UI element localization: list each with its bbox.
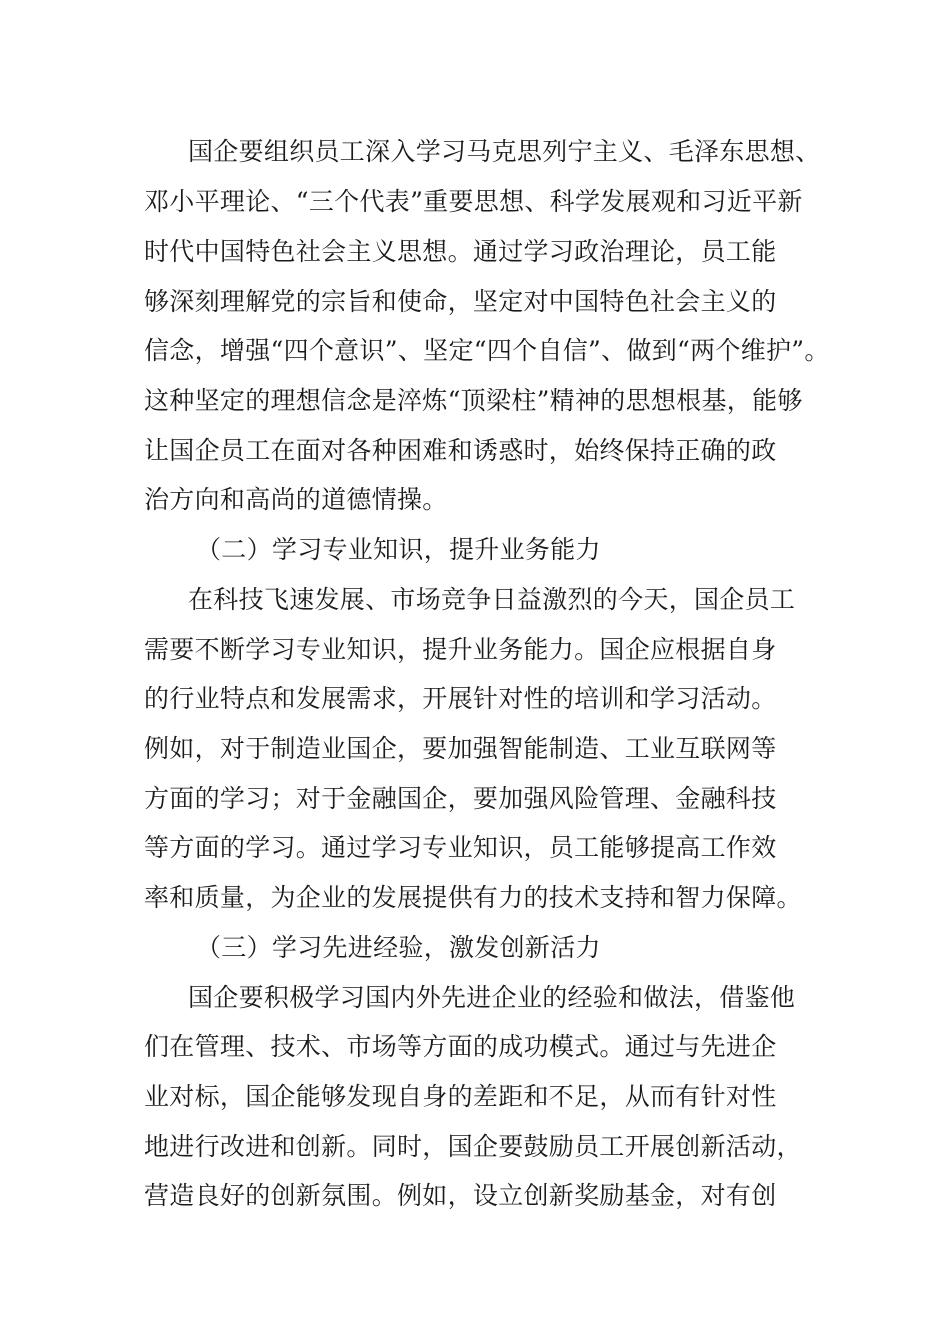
paragraph-line: 让国企员工在面对各种困难和诱惑时，始终保持正确的政 — [144, 436, 777, 465]
paragraph-line: 率和质量，为企业的发展提供有力的技术支持和智力保障。 — [144, 883, 802, 912]
paragraph-line: 邓小平理论、“三个代表”重要思想、科学发展观和习近平新 — [144, 187, 803, 216]
paragraph-line: 在科技飞速发展、市场竞争日益激烈的今天，国企员工 — [188, 585, 796, 614]
section-heading: （二）学习专业知识，提升业务能力 — [196, 535, 601, 564]
paragraph-line: 地进行改进和创新。同时，国企要鼓励员工开展创新活动， — [144, 1132, 802, 1161]
paragraph-line: 国企要组织员工深入学习马克思列宁主义、毛泽东思想、 — [188, 137, 821, 166]
paragraph-line: 的行业特点和发展需求，开展针对性的培训和学习活动。 — [144, 684, 777, 713]
paragraph-line: 国企要积极学习国内外先进企业的经验和做法，借鉴他 — [188, 983, 796, 1012]
section-heading: （三）学习先进经验，激发创新活力 — [196, 933, 601, 962]
paragraph-line: 等方面的学习。通过学习专业知识，员工能够提高工作效 — [144, 833, 777, 862]
paragraph-line: 业对标，国企能够发现自身的差距和不足，从而有针对性 — [144, 1082, 777, 1111]
paragraph-line: 治方向和高尚的道德情操。 — [144, 485, 448, 514]
paragraph-line: 需要不断学习专业知识，提升业务能力。国企应根据自身 — [144, 635, 777, 664]
paragraph-line: 例如，对于制造业国企，要加强智能制造、工业互联网等 — [144, 734, 777, 763]
paragraph-line: 方面的学习；对于金融国企，要加强风险管理、金融科技 — [144, 784, 777, 813]
paragraph-line: 这种坚定的理想信念是淬炼“顶梁柱”精神的思想根基，能够 — [144, 386, 803, 415]
paragraph-line: 够深刻理解党的宗旨和使命，坚定对中国特色社会主义的 — [144, 287, 777, 316]
paragraph-line: 们在管理、技术、市场等方面的成功模式。通过与先进企 — [144, 1032, 777, 1061]
paragraph-line: 信念，增强“四个意识”、坚定“四个自信”、做到“两个维护”。 — [144, 336, 830, 365]
paragraph-line: 营造良好的创新氛围。例如，设立创新奖励基金，对有创 — [144, 1181, 777, 1210]
paragraph-line: 时代中国特色社会主义思想。通过学习政治理论，员工能 — [144, 237, 777, 266]
